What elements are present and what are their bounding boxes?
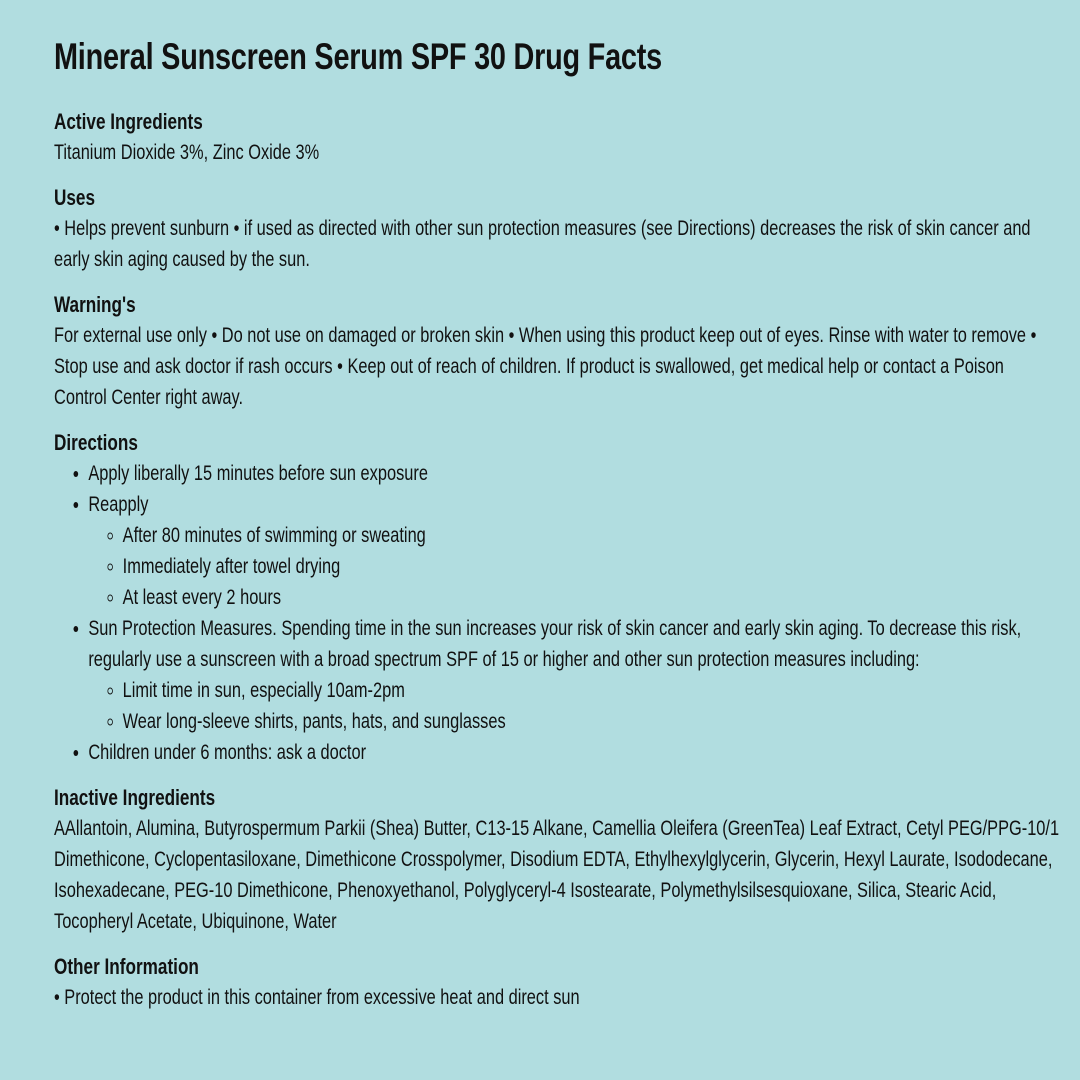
directions-item bbox=[88, 613, 1060, 737]
directions-item bbox=[88, 737, 1060, 768]
directions-item-text: Reapply bbox=[88, 493, 149, 516]
directions-heading: Directions bbox=[54, 430, 138, 455]
directions-section bbox=[54, 427, 1060, 768]
inactive-ingredients-text: AAllantoin, Alumina, Butyrospermum Parkii (Shea) Butter, C13-15 Alkane, Camellia Oleifera (GreenTea) Leaf Extract, Cetyl PEG/PPG-10/1 Dimethicone, Cyclopentasiloxane, Dimethicone Crosspolymer, Disodium EDTA, Ethylhexylglycerin, Glycerin, Hexyl Laurate, Isododecane, Isohexadecane, PEG-10 Dimethicone, Phenoxyethanol, Polyglyceryl-4 Isostearate, Polymethylsilsesquioxane, Silica, Stearic Acid, Tocopheryl Acetate, Ubiquinone, Water bbox=[54, 817, 1060, 933]
directions-sublist bbox=[88, 520, 1060, 613]
drug-facts-content bbox=[54, 34, 1060, 1027]
directions-subitem: ◦ Immediately after towel drying bbox=[123, 551, 1060, 582]
warnings-text: For external use only • Do not use on damaged or broken skin • When using this product keep out of eyes. Rinse with water to remove • Stop use and ask doctor if rash occurs • Keep out of reach of children. If product is swallowed, get medical help or contact a Poison Control Center right away. bbox=[54, 324, 1037, 409]
uses-text: • Helps prevent sunburn • if used as directed with other sun protection measures (see Directions) decreases the risk of skin cancer and early skin aging caused by the sun. bbox=[54, 217, 1031, 271]
inactive-ingredients-heading: Inactive Ingredients bbox=[54, 785, 216, 810]
uses-section bbox=[54, 182, 1060, 275]
other-information-text: • Protect the product in this container from excessive heat and direct sun bbox=[54, 986, 580, 1009]
directions-list bbox=[54, 458, 1060, 768]
directions-subitem: ◦ Limit time in sun, especially 10am-2pm bbox=[123, 675, 1060, 706]
other-information-section bbox=[54, 951, 1060, 1013]
active-ingredients-heading: Active Ingredients bbox=[54, 109, 203, 134]
warnings-section bbox=[54, 289, 1060, 413]
active-ingredients-section bbox=[54, 106, 1060, 168]
directions-subitem: ◦ At least every 2 hours bbox=[123, 582, 1060, 613]
directions-item-text: Children under 6 months: ask a doctor bbox=[88, 741, 367, 764]
warnings-heading: Warning's bbox=[54, 292, 136, 317]
directions-subitem: ◦ Wear long-sleeve shirts, pants, hats, and sunglasses bbox=[123, 706, 1060, 737]
directions-item-text: Sun Protection Measures. Spending time in the sun increases your risk of skin cancer and early skin aging. To decrease this risk, regularly use a sunscreen with a broad spectrum SPF of 15 or higher and other sun protection measures including: bbox=[88, 617, 1022, 671]
directions-sublist bbox=[88, 675, 1060, 737]
other-information-heading: Other Information bbox=[54, 954, 199, 979]
page-title: Mineral Sunscreen Serum SPF 30 Drug Facts bbox=[54, 36, 662, 77]
directions-item bbox=[88, 489, 1060, 613]
inactive-ingredients-section bbox=[54, 782, 1060, 937]
directions-item bbox=[88, 458, 1060, 489]
directions-item-text: Apply liberally 15 minutes before sun exposure bbox=[88, 462, 428, 485]
uses-heading: Uses bbox=[54, 185, 96, 210]
active-ingredients-text: Titanium Dioxide 3%, Zinc Oxide 3% bbox=[54, 141, 320, 164]
directions-subitem: ◦ After 80 minutes of swimming or sweating bbox=[123, 520, 1060, 551]
